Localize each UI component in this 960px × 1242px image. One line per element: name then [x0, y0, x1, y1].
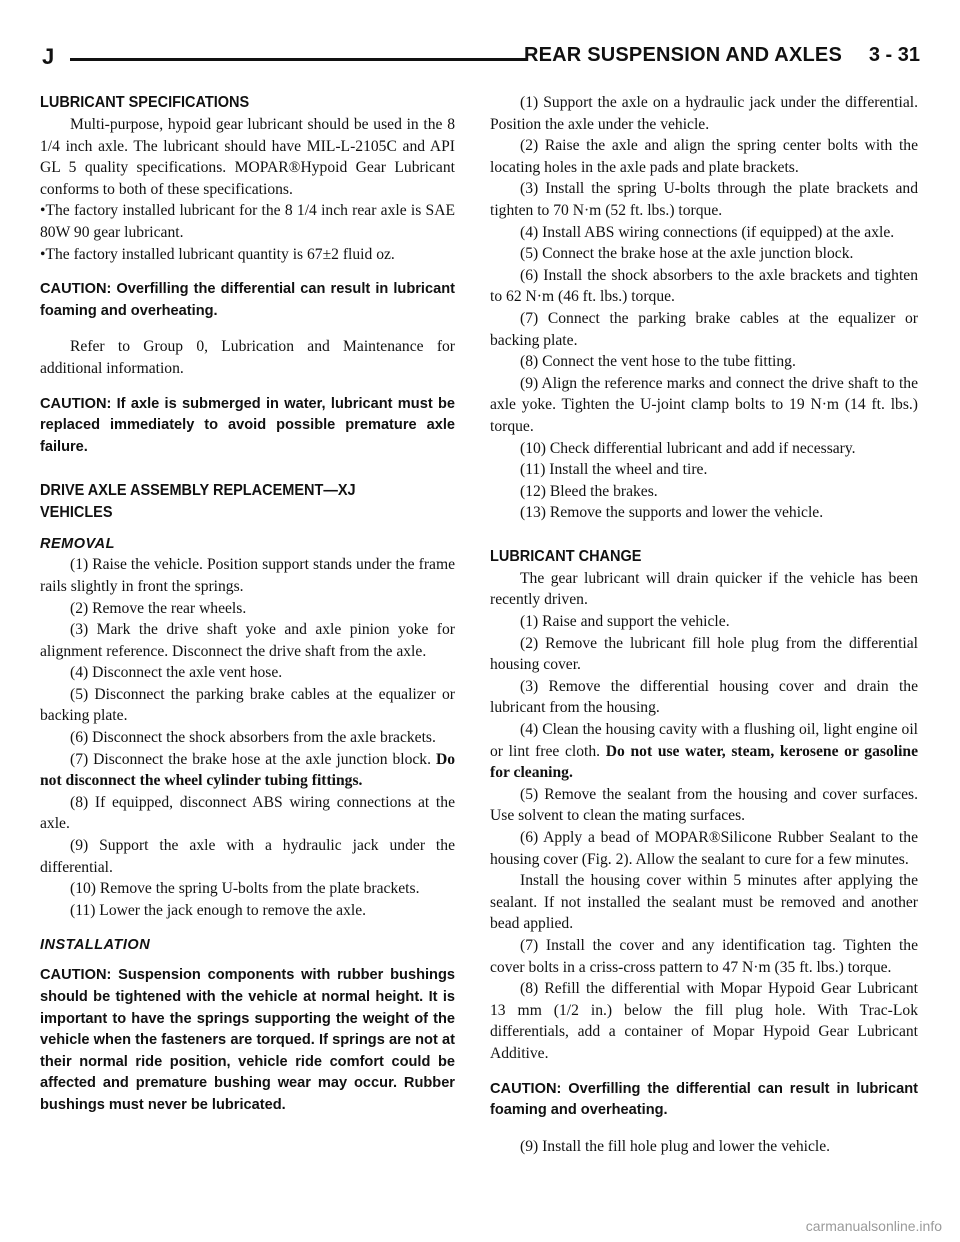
install-step: (9) Align the reference marks and connect the drive shaft to the axle yoke. Tighten the U-joint clamp bolts to 19 N·m (14 ft. lbs.) torque. — [490, 374, 918, 435]
removal-step: (8) If equipped, disconnect ABS wiring connections at the axle. — [40, 793, 455, 833]
section-title: REAR SUSPENSION AND AXLES — [523, 44, 842, 66]
watermark-link[interactable]: carmanualsonline.info — [805, 1218, 942, 1234]
paragraph-refer: Refer to Group 0, Lubrication and Maintenance for additional information. — [40, 338, 455, 377]
change-step: (3) Remove the differential housing cover and drain the lubricant from the housing. — [490, 677, 918, 717]
heading-installation: INSTALLATION — [40, 937, 151, 954]
heading-lubricant-specifications: LUBRICANT SPECIFICATIONS — [40, 94, 250, 111]
removal-step-7-text: (7) Disconnect the brake hose at the axle junction block. — [70, 750, 431, 768]
change-step-4-warning: Do not use water, steam, kerosene or gasoline for cleaning. — [490, 742, 918, 782]
heading-drive-axle-replacement: DRIVE AXLE ASSEMBLY REPLACEMENT—XJ VEHICLES — [40, 482, 356, 522]
page-number: 3 - 31 — [868, 44, 920, 66]
install-step: (10) Check differential lubricant and add if necessary. — [520, 439, 856, 457]
bullet-lubricant-quantity: •The factory installed lubricant quantity is 67±2 fluid oz. — [40, 245, 395, 263]
caution-overfill: CAUTION: Overfilling the differential can result in lubricant foaming and overheating. — [40, 281, 455, 319]
install-step: (2) Raise the axle and align the spring center bolts with the locating holes in the axle pads and plate brackets. — [490, 137, 918, 176]
change-step: (7) Install the cover and any identification tag. Tighten the cover bolts in a criss-cross pattern to 47 N·m (35 ft. lbs.) torque. — [490, 936, 918, 976]
paragraph-lubricant-spec: Multi-purpose, hypoid gear lubricant should be used in the 8 1/4 inch axle. The lubricant should have MIL-L-2105C and API GL 5 quality specifications. MOPAR®Hypoid Gear Lubricant conforms to both of these specifications. — [40, 116, 455, 198]
install-step: (8) Connect the vent hose to the tube fitting. — [520, 353, 796, 371]
caution-submerged: CAUTION: If axle is submerged in water, lubricant must be replaced immediately to avoid possible premature axle failure. — [40, 395, 455, 455]
change-step: (8) Refill the differential with Mopar Hypoid Gear Lubricant 13 mm (1/2 in.) below the fill plug hole. With Trac-Lok differentials, add a container of Mopar Hypoid Gear Lubricant Additive. — [490, 980, 918, 1062]
paragraph-lubricant-change-intro: The gear lubricant will drain quicker if the vehicle has been recently driven. — [490, 569, 918, 609]
removal-step: (2) Remove the rear wheels. — [70, 599, 247, 617]
install-step: (3) Install the spring U-bolts through the plate brackets and tighten to 70 N·m (52 ft. lbs.) torque. — [490, 180, 918, 219]
install-step: (5) Connect the brake hose at the axle junction block. — [520, 245, 854, 263]
caution-overfill-2: CAUTION: Overfilling the differential can result in lubricant foaming and overheating. — [490, 1080, 918, 1119]
page-header — [40, 40, 920, 80]
change-step: (1) Raise and support the vehicle. — [520, 613, 730, 631]
removal-step: (3) Mark the drive shaft yoke and axle pinion yoke for alignment reference. Disconnect the drive shaft from the axle. — [40, 621, 455, 660]
removal-step: (4) Disconnect the axle vent hose. — [70, 664, 283, 682]
install-step: (13) Remove the supports and lower the vehicle. — [520, 504, 824, 522]
install-step: (12) Bleed the brakes. — [520, 482, 658, 500]
install-step: (6) Install the shock absorbers to the axle brackets and tighten to 62 N·m (46 ft. lbs.) torque. — [490, 266, 918, 306]
heading-removal: REMOVAL — [40, 536, 115, 553]
section-letter: J — [42, 44, 55, 69]
header-rule — [70, 58, 528, 61]
removal-step: (6) Disconnect the shock absorbers from the axle brackets. — [70, 729, 436, 747]
bullet-lubricant-type: •The factory installed lubricant for the 8 1/4 inch rear axle is SAE 80W 90 gear lubricant. — [40, 202, 455, 241]
removal-step: (9) Support the axle with a hydraulic jack under the differential. — [40, 837, 455, 876]
caution-suspension: CAUTION: Suspension components with rubber bushings should be tightened with the vehicle at normal height. It is important to have the springs supporting the weight of the vehicle when the fasteners are torqued. If springs are not at their normal ride position, vehicle ride comfort could be affected and premature bushing wear may occur. Rubber bushings must never be lubricated. — [40, 967, 455, 1113]
change-step: Install the housing cover within 5 minutes after applying the sealant. If not installed the sealant must be removed and another bead applied. — [490, 872, 918, 933]
change-step: (5) Remove the sealant from the housing and cover surfaces. Use solvent to clean the mating surfaces. — [490, 785, 918, 825]
removal-step-7-warning: Do not disconnect the wheel cylinder tubing fittings. — [40, 750, 456, 790]
removal-step: (10) Remove the spring U-bolts from the plate brackets. — [70, 880, 420, 898]
change-step: (2) Remove the lubricant fill hole plug from the differential housing cover. — [490, 634, 918, 674]
change-step-4 — [490, 719, 918, 784]
change-step-4-text: (4) Clean the housing cavity with a flushing oil, light engine oil or lint free cloth. — [490, 721, 918, 760]
removal-step: (1) Raise the vehicle. Position support stands under the frame rails slightly in front the springs. — [40, 556, 455, 595]
heading-lubricant-change: LUBRICANT CHANGE — [490, 547, 642, 565]
removal-step-7 — [40, 749, 455, 792]
install-step: (7) Connect the parking brake cables at the equalizer or backing plate. — [490, 309, 918, 349]
removal-step: (5) Disconnect the parking brake cables at the equalizer or backing plate. — [40, 685, 455, 725]
change-step: (9) Install the fill hole plug and lower the vehicle. — [520, 1137, 831, 1155]
install-step: (11) Install the wheel and tire. — [520, 461, 708, 479]
right-column — [490, 92, 918, 1157]
install-step: (4) Install ABS wiring connections (if equipped) at the axle. — [520, 223, 895, 241]
change-step: (6) Apply a bead of MOPAR®Silicone Rubber Sealant to the housing cover (Fig. 2). Allow the sealant to cure for a few minutes. — [490, 829, 918, 868]
left-column — [40, 92, 455, 1117]
install-step: (1) Support the axle on a hydraulic jack under the differential. Position the axle under the vehicle. — [490, 94, 918, 133]
removal-step: (11) Lower the jack enough to remove the axle. — [70, 901, 367, 919]
